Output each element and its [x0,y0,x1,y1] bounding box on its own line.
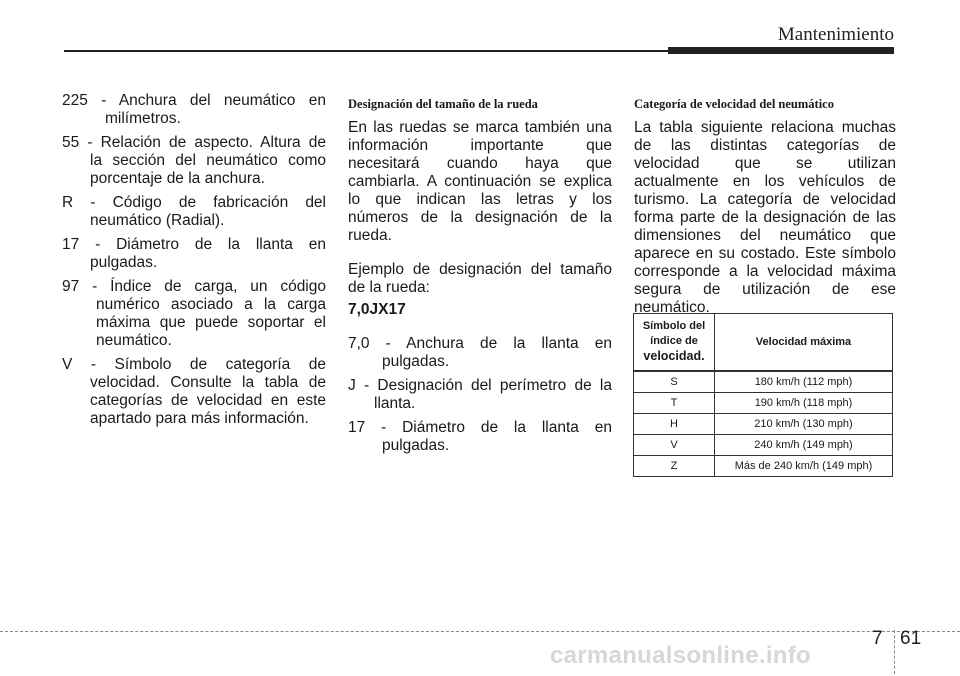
item-lead: J - Designación del perímetro de la [348,377,612,394]
item-lead: 55 - Relación de aspecto. Altura de [62,134,326,151]
item-text: pulgadas. [382,353,450,370]
text-line: números de la designación de la [348,209,612,226]
text-line: aparece en su costado. Este símbolo [634,245,896,262]
item-lead: 97 - Índice de carga, un código [62,278,326,295]
item-text: la sección del neumático como [90,152,326,169]
text-line: segura de utilización de ese [634,281,896,298]
list-item [62,236,326,272]
table-row [634,393,893,414]
text-line: necesitará cuando haya que [348,155,612,172]
speed-rating-table [633,313,893,477]
column-tire-code [62,92,326,434]
item-lead: 17 - Diámetro de la llanta en [348,419,612,436]
column-speed-rating [634,92,896,317]
table-row [634,456,893,477]
cell-symbol: S [634,371,715,393]
footer-rule [0,631,960,632]
page-number: 61 [900,628,922,649]
header-line: velocidad. [643,349,705,363]
list-item [348,377,612,413]
cell-symbol: Z [634,456,715,477]
table-row [634,435,893,456]
paragraph [634,119,896,317]
cell-speed: 180 km/h (112 mph) [715,371,893,393]
text-line: forma parte de la designación de las [634,209,896,226]
text-line: neumático. [634,299,710,316]
cell-speed: 190 km/h (118 mph) [715,393,893,414]
item-text: pulgadas. [90,254,158,271]
item-lead: 7,0 - Anchura de la llanta en [348,335,612,352]
header-line: índice de [650,335,698,347]
list-item [62,92,326,128]
item-text: llanta. [374,395,416,412]
list-item [348,335,612,371]
header-max-speed: Velocidad máxima [715,314,893,372]
text-line: velocidad que se utilizan [634,155,896,172]
header-line: Símbolo del [642,320,706,332]
list-item [348,419,612,455]
item-text: porcentaje de la anchura. [90,170,265,187]
table-header-row [634,314,893,372]
section-heading: Designación del tamaño de la rueda [348,97,538,111]
text-line: de las distintas categorías de [634,137,896,154]
list-item [62,194,326,230]
text-line: Ejemplo de designación del tamaño [348,261,612,278]
text-line: lo que indican las letras y los [348,191,612,208]
item-text: neumático. [96,332,172,349]
cell-speed: 210 km/h (130 mph) [715,414,893,435]
text-line: de la rueda: [348,279,430,296]
header-symbol [634,314,715,372]
item-text: neumático (Radial). [90,212,225,229]
cell-speed: Más de 240 km/h (149 mph) [715,456,893,477]
watermark-text: carmanualsonline.info [550,642,812,669]
footer-separator [894,630,895,674]
text-line: cambiarla. A continuación se explica [348,173,612,190]
item-text: numérico asociado a la carga [96,296,326,313]
paragraph [348,261,612,297]
cell-symbol: T [634,393,715,414]
text-line: actualmente en los vehículos de [634,173,896,190]
list-item [62,356,326,428]
cell-speed: 240 km/h (149 mph) [715,435,893,456]
chapter-number: 7 [872,628,883,649]
cell-symbol: H [634,414,715,435]
running-header-title: Mantenimiento [777,24,894,45]
list-item [62,278,326,350]
table-row [634,371,893,393]
example-designation: 7,0JX17 [348,301,406,318]
item-text: apartado para más información. [90,410,309,427]
text-line: dimensiones del neumático que [634,227,896,244]
section-heading: Categoría de velocidad del neumático [634,97,834,111]
column-wheel-size [348,92,612,461]
item-text: máxima que puede soportar el [96,314,326,331]
header-rule-accent [668,47,894,54]
item-lead: 225 - Anchura del neumático en [62,92,326,109]
item-text: velocidad. Consulte la tabla de [90,374,326,391]
item-text: pulgadas. [382,437,450,454]
text-line: turismo. La categoría de velocidad [634,191,896,208]
item-lead: V - Símbolo de categoría de [62,356,326,373]
text-line: corresponde a la velocidad máxima [634,263,896,280]
list-item [62,134,326,188]
item-lead: 17 - Diámetro de la llanta en [62,236,326,253]
text-line: información importante que [348,137,612,154]
item-text: categorías de velocidad en este [90,392,326,409]
text-line: La tabla siguiente relaciona muchas [634,119,896,136]
table-row [634,414,893,435]
paragraph [348,119,612,245]
item-text: milímetros. [105,110,181,127]
cell-symbol: V [634,435,715,456]
text-line: rueda. [348,227,392,244]
item-lead: R - Código de fabricación del [62,194,326,211]
text-line: En las ruedas se marca también una [348,119,612,136]
